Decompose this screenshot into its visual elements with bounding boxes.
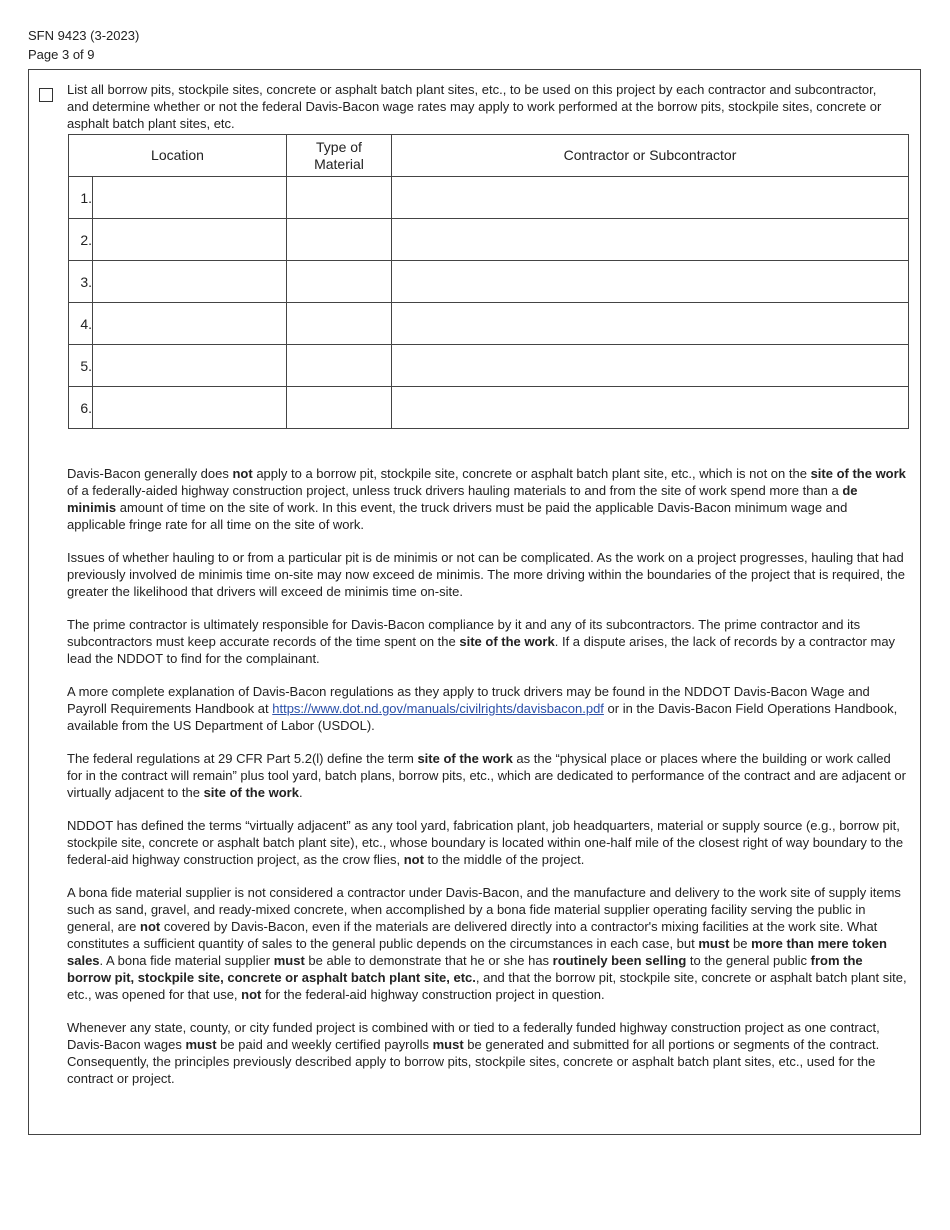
page-indicator: Page 3 of 9 [28,47,95,62]
contractor-field[interactable] [392,345,909,387]
table-row [69,303,909,345]
bold-text: more than mere token sales [67,936,887,968]
bold-text: must [185,1037,217,1052]
bold-text: site of the work [459,634,555,649]
text-run: Davis-Bacon generally does [67,466,233,481]
text-run: as the “physical place or places where the building or work called for in the contract will remain” plus tool yard, batch plans, borrow pits, etc., which are dedicated to performance of the contract and are adjacent or virtually adjacent to the [67,751,906,800]
bold-text: must [273,953,305,968]
text-run: . [298,785,303,800]
bold-text: from the borrow pit, stockpile site, concrete or asphalt batch plant site, etc. [67,953,863,985]
table-row [69,345,909,387]
material-field[interactable] [287,387,392,429]
bold-text: not [241,987,262,1002]
text-run: . If a dispute arises, the lack of records by a contractor may lead the NDDOT to find for the complainant. [67,634,896,666]
text-run: Whenever any state, county, or city funded project is combined with or tied to a federally funded highway construction project as one contract, Davis-Bacon wages [67,1020,880,1052]
table-row [69,261,909,303]
row-number: 4. [69,303,93,345]
text-run: The prime contractor is ultimately responsible for Davis-Bacon compliance by it and any of its subcontractors. The prime contractor and its subcontractors must keep accurate records of the time spent on the [67,617,861,649]
text-run: be generated and submitted for all portions or segments of the contract. Consequently, the principles previously described apply to borrow pits, stockpile sites, concrete or asphalt batch plant sites, etc., used for the contract or project. [67,1037,880,1086]
location-field[interactable] [93,303,287,345]
text-run: A more complete explanation of Davis-Bacon regulations as they apply to truck drivers may be found in the NDDOT Davis-Bacon Wage and Payroll Requirements Handbook at [67,684,870,716]
contractor-field[interactable] [392,387,909,429]
text-run: of a federally-aided highway construction project, unless truck drivers hauling materials to and from the site of work spend more than a [67,483,843,498]
bold-text: site of the work [810,466,906,481]
bold-text: site of the work [203,785,299,800]
column-header-contractor: Contractor or Subcontractor [392,135,909,177]
text-run: be [729,936,752,951]
material-field[interactable] [287,303,392,345]
location-field[interactable] [93,387,287,429]
text-run: be paid and weekly certified payrolls [216,1037,433,1052]
text-run: NDDOT has defined the terms “virtually adjacent” as any tool yard, fabrication plant, job headquarters, material or supply source (e.g., borrow pit, stockpile site, concrete or asphalt batch plant site), etc., whose boundary is located within one-half mile of the closest right of way boundary to the federal-aid highway construction project, as the crow flies, [67,818,904,867]
form-number: SFN 9423 (3-2023) [28,28,140,43]
row-number: 2. [69,219,93,261]
bold-text: de minimis [67,483,858,515]
text-run: , and that the borrow pit, stockpile site, concrete or asphalt batch plant site, etc., was opened for that use, [67,970,907,1002]
paragraph-material-supplier [67,884,909,1003]
text-run: for the federal-aid highway construction project in question. [261,987,605,1002]
paragraph-site-of-work [67,750,909,801]
table-header-row [69,135,909,177]
text-run: covered by Davis-Bacon, even if the materials are delivered directly into a contractor's mixing facilities at the work site. What constitutes a sufficient quantity of sales to the general public depends on the circumstances in each case, but [67,919,878,951]
paragraph-hauling: Issues of whether hauling to or from a particular pit is de minimis or not can be complicated. As the work on a project progresses, hauling that had previously involved de minimis time on-site may now exceed de minimis. The more driving within the boundaries of the project that is required, the greater the likelihood that drivers will exceed de minimis time on-site. [67,550,905,599]
bold-text: must [432,1037,464,1052]
paragraph-handbook [67,683,909,734]
bold-text: not [232,466,253,481]
bold-text: routinely been selling [552,953,687,968]
contractor-field[interactable] [392,303,909,345]
text-run: . A bona fide material supplier [99,953,274,968]
text-run: amount of time on the site of work. In this event, the truck drivers must be paid the applicable Davis-Bacon minimum wage and applicable fringe rate for all time on the site of work. [67,500,848,532]
table-row [69,219,909,261]
location-field[interactable] [93,345,287,387]
material-field[interactable] [287,345,392,387]
paragraph-virtually-adjacent [67,817,909,868]
row-number: 1. [69,177,93,219]
text-run: to the general public [686,953,811,968]
location-field[interactable] [93,177,287,219]
text-run: A bona fide material supplier is not considered a contractor under Davis-Bacon, and the manufacture and delivery to the work site of supply items such as sand, gravel, and ready-mixed concrete, when accomplished by a bona fide material supplier operating facility serving the public in general, are [67,885,901,934]
column-header-material [287,135,392,177]
column-header-location: Location [69,135,287,177]
location-field[interactable] [93,261,287,303]
material-field[interactable] [287,219,392,261]
bold-text: must [698,936,730,951]
section-instructions: List all borrow pits, stockpile sites, concrete or asphalt batch plant sites, etc., to be used on this project by each contractor and subcontractor, and determine whether or not the federal Davis-Bacon wage rates may apply to work performed at the borrow pits, stockpile sites, concrete or asphalt batch plant sites, etc. [67,82,882,131]
row-number: 6. [69,387,93,429]
location-field[interactable] [93,219,287,261]
text-run: The federal regulations at 29 CFR Part 5.2(l) define the term [67,751,418,766]
row-number: 5. [69,345,93,387]
paragraph-prime-contractor [67,616,909,667]
text-run: to the middle of the project. [423,852,585,867]
borrow-pit-checkbox[interactable] [39,88,53,102]
contractor-field[interactable] [392,219,909,261]
bold-text: not [403,852,424,867]
bold-text: site of the work [417,751,513,766]
borrow-pit-table [68,134,909,429]
form-header [28,26,139,64]
text-run: or in the Davis-Bacon Field Operations Handbook, available from the US Department of Labor (USDOL). [67,701,898,733]
text-run: apply to a borrow pit, stockpile site, concrete or asphalt batch plant site, etc., which is not on the [252,466,811,481]
handbook-link[interactable]: https://www.dot.nd.gov/manuals/civilrights/davisbacon.pdf [272,701,604,716]
row-number: 3. [69,261,93,303]
column-header-material-line2: Material [314,155,364,172]
material-field[interactable] [287,177,392,219]
text-run: be able to demonstrate that he or she has [304,953,553,968]
table-row [69,177,909,219]
paragraph-de-minimis [67,465,909,533]
borrow-pit-section [28,69,921,1135]
explanation-text [67,465,909,1103]
contractor-field[interactable] [392,261,909,303]
material-field[interactable] [287,261,392,303]
column-header-material-line1: Type of [316,138,362,155]
contractor-field[interactable] [392,177,909,219]
bold-text: not [140,919,161,934]
paragraph-combined-funding [67,1019,909,1087]
table-row [69,387,909,429]
